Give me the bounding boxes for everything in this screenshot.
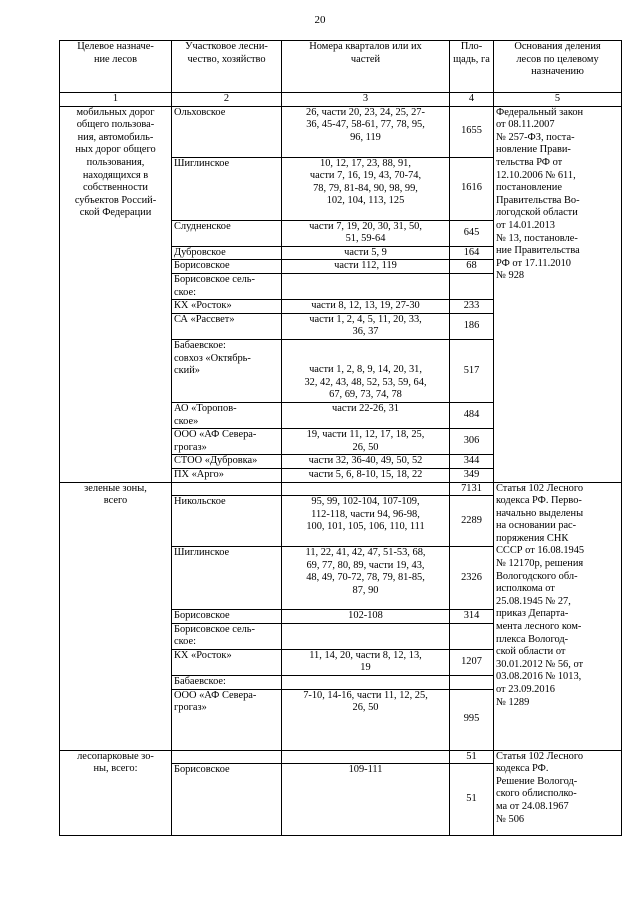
area: 314 [450, 610, 494, 624]
forestry-name: Борисовское [172, 610, 282, 624]
area [450, 623, 494, 649]
forestry-name: Борисовское сель- ское: [172, 623, 282, 649]
empty-cell [282, 750, 450, 764]
forestry-name: Никольское [172, 496, 282, 547]
col-number: 3 [282, 93, 450, 107]
col-number: 4 [450, 93, 494, 107]
forestry-name: Бабаевское: совхоз «Октябрь- ский» [172, 339, 282, 402]
header-col3: Номера кварталов или их частей [282, 41, 450, 93]
forestry-name: ООО «АФ Севера- грогаз» [172, 429, 282, 455]
quarters [282, 273, 450, 299]
basis-cell-roads: Федеральный закон от 08.11.2007 № 257-ФЗ, поста- новление Прави- тельства РФ от 12.10.2006 № 611, постановление Правительства Во- логодской области от 14.01.2013 № 13, постановле- ние Правительства РФ от 17.11.2010 № 928 [494, 106, 622, 482]
area: 2289 [450, 496, 494, 547]
forestry-name: КХ «Росток» [172, 649, 282, 675]
forestry-name: КХ «Росток» [172, 300, 282, 314]
area: 186 [450, 313, 494, 339]
quarters: 7-10, 14-16, части 11, 12, 25, 26, 50 [282, 689, 450, 750]
header-col2: Участковое лесни- чество, хозяйство [172, 41, 282, 93]
forestry-name: Борисовское [172, 764, 282, 836]
area: 306 [450, 429, 494, 455]
area: 344 [450, 455, 494, 469]
col-number: 2 [172, 93, 282, 107]
quarters: 95, 99, 102-104, 107-109, 112-118, части 94, 96-98, 100, 101, 105, 106, 110, 111 [282, 496, 450, 547]
area: 517 [450, 339, 494, 402]
empty-cell [172, 750, 282, 764]
quarters: части 32, 36-40, 49, 50, 52 [282, 455, 450, 469]
quarters: 26, части 20, 23, 24, 25, 27- 36, 45-47, 58-61, 77, 78, 95, 96, 119 [282, 106, 450, 157]
forestry-name: Шиглинское [172, 157, 282, 220]
quarters [282, 623, 450, 649]
header-col1: Целевое назначе- ние лесов [60, 41, 172, 93]
column-number-row [60, 93, 622, 107]
area: 1207 [450, 649, 494, 675]
forestry-name: Бабаевское: [172, 676, 282, 690]
forestry-name: АО «Торопов- ское» [172, 402, 282, 428]
total-area: 7131 [450, 482, 494, 496]
area: 2326 [450, 547, 494, 610]
area: 164 [450, 246, 494, 260]
page-number: 20 [314, 14, 326, 26]
purpose-cell-forest-parks: лесопарковые зо- ны, всего: [60, 750, 172, 836]
quarters [282, 676, 450, 690]
quarters: 11, 22, 41, 42, 47, 51-53, 68, 69, 77, 80, 89, части 19, 43, 48, 49, 70-72, 78, 79, 81-85, 87, 90 [282, 547, 450, 610]
header-row [60, 41, 622, 93]
basis-cell-green-zones: Статья 102 Лесного кодекса РФ. Перво- начально выделены на основании рас- поряжения СНК СССР от 16.08.1945 № 12170р, решения Вологодского обл- исполкома от 25.08.1945 № 27, приказ Департа- мента лесного ком- плекса Вологод- ской области от 30.01.2012 № 56, от 03.08.2016 № 1013, от 23.09.2016 № 1289 [494, 482, 622, 750]
area: 995 [450, 689, 494, 750]
forestry-name: Слудненское [172, 220, 282, 246]
table-row [60, 482, 622, 496]
area: 1616 [450, 157, 494, 220]
quarters: части 5, 6, 8-10, 15, 18, 22 [282, 468, 450, 482]
quarters: 19, части 11, 12, 17, 18, 25, 26, 50 [282, 429, 450, 455]
area: 68 [450, 260, 494, 274]
quarters: части 5, 9 [282, 246, 450, 260]
quarters: 109-111 [282, 764, 450, 836]
area: 484 [450, 402, 494, 428]
empty-cell [282, 482, 450, 496]
quarters: части 8, 12, 13, 19, 27-30 [282, 300, 450, 314]
header-col4: Пло- щадь, га [450, 41, 494, 93]
table-row [60, 106, 622, 157]
empty-cell [172, 482, 282, 496]
col-number: 1 [60, 93, 172, 107]
purpose-cell-roads: мобильных дорог общего пользова- ния, автомобиль- ных дорог общего пользования, находящихся в собственности субъектов Россий- ской Федерации [60, 106, 172, 482]
area: 645 [450, 220, 494, 246]
area [450, 676, 494, 690]
forestry-name: Ольховское [172, 106, 282, 157]
area: 51 [450, 764, 494, 836]
quarters: части 1, 2, 4, 5, 11, 20, 33, 36, 37 [282, 313, 450, 339]
quarters: 102-108 [282, 610, 450, 624]
area: 233 [450, 300, 494, 314]
quarters: части 1, 2, 8, 9, 14, 20, 31, 32, 42, 43, 48, 52, 53, 59, 64, 67, 69, 73, 74, 78 [282, 339, 450, 402]
forest-table [59, 40, 622, 836]
forestry-name: Борисовское сель- ское: [172, 273, 282, 299]
table-row [60, 750, 622, 764]
quarters: части 112, 119 [282, 260, 450, 274]
forestry-name: СА «Рассвет» [172, 313, 282, 339]
quarters: 10, 12, 17, 23, 88, 91, части 7, 16, 19, 43, 70-74, 78, 79, 81-84, 90, 98, 99, 102, 104, 113, 125 [282, 157, 450, 220]
area [450, 273, 494, 299]
area: 349 [450, 468, 494, 482]
forestry-name: ООО «АФ Севера- грогаз» [172, 689, 282, 750]
col-number: 5 [494, 93, 622, 107]
forestry-name: ПХ «Арго» [172, 468, 282, 482]
quarters: части 7, 19, 20, 30, 31, 50, 51, 59-64 [282, 220, 450, 246]
purpose-cell-green-zones: зеленые зоны, всего [60, 482, 172, 750]
total-area: 51 [450, 750, 494, 764]
quarters: 11, 14, 20, части 8, 12, 13, 19 [282, 649, 450, 675]
header-col5: Основания деления лесов по целевому назначению [494, 41, 622, 93]
forestry-name: Шиглинское [172, 547, 282, 610]
forestry-name: Дубровское [172, 246, 282, 260]
quarters: части 22-26, 31 [282, 402, 450, 428]
area: 1655 [450, 106, 494, 157]
forestry-name: СТОО «Дубровка» [172, 455, 282, 469]
forestry-name: Борисовское [172, 260, 282, 274]
basis-cell-forest-parks: Статья 102 Лесного кодекса РФ. Решение Вологод- ского облисполко- ма от 24.08.1967 № 506 [494, 750, 622, 836]
